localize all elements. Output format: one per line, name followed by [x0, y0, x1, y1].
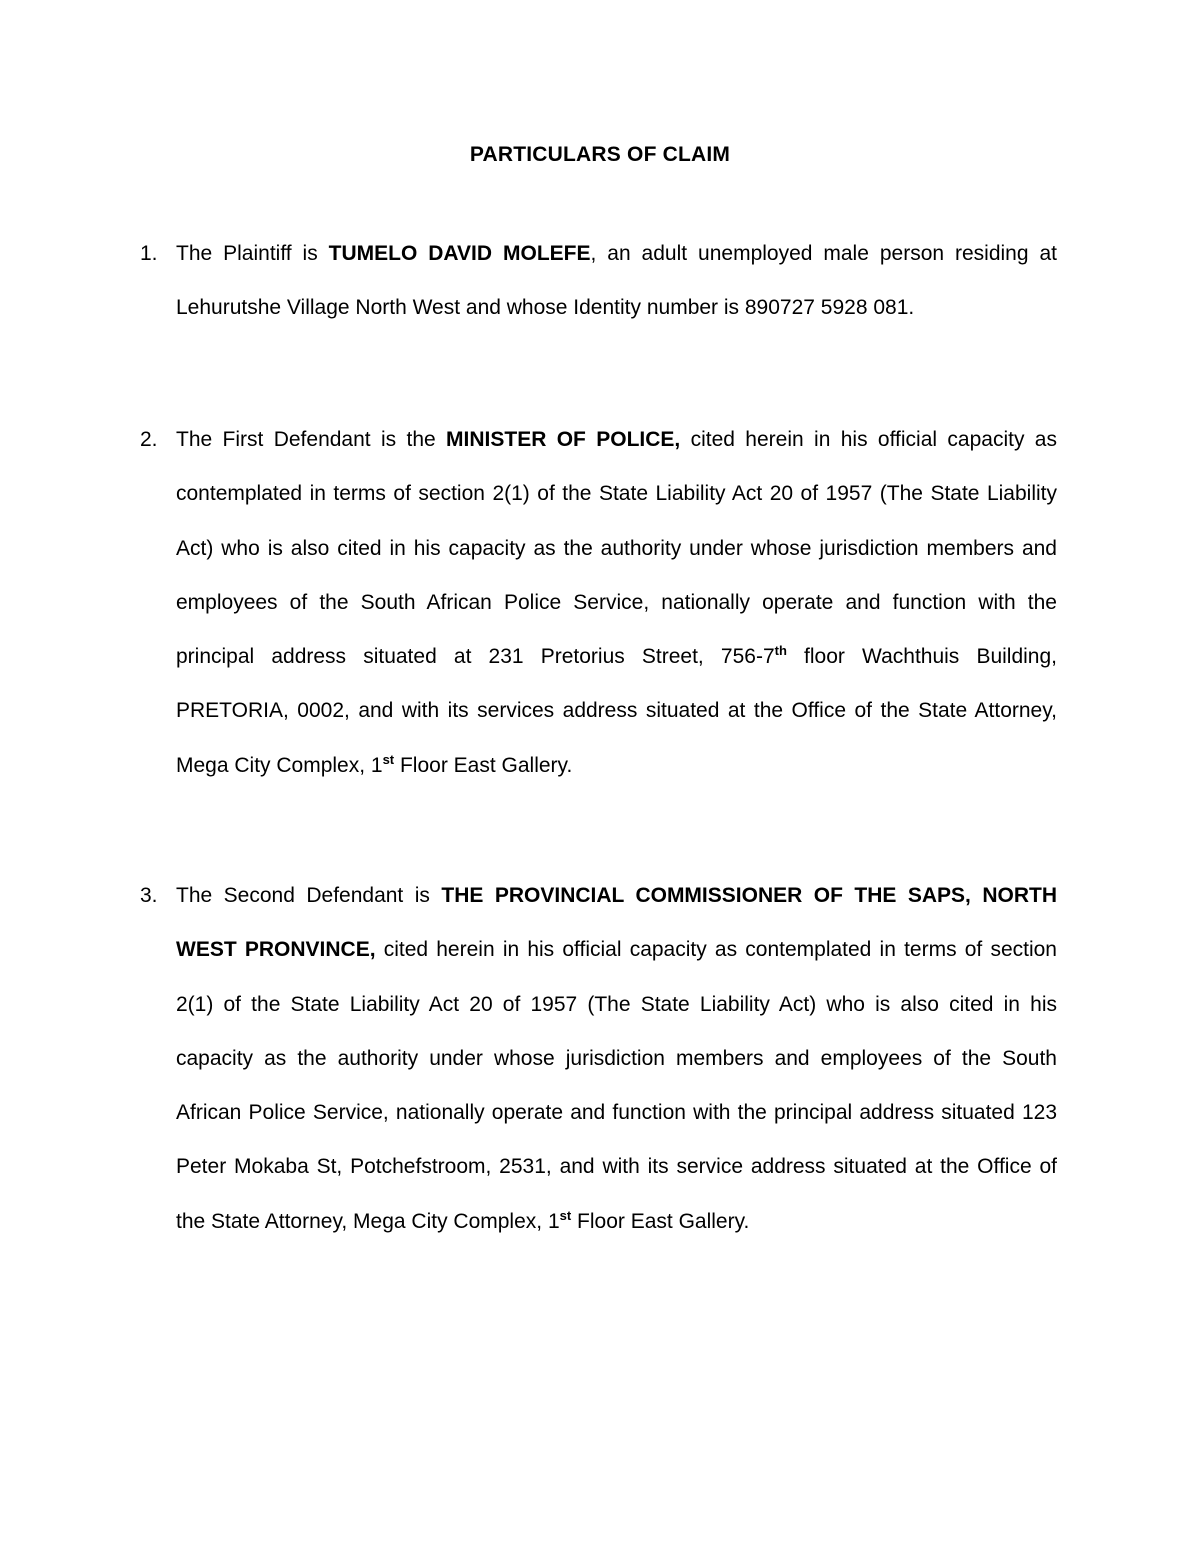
text-run: The First Defendant is the [176, 428, 447, 451]
ordinal-suffix: st [559, 1207, 572, 1223]
text-run: The Second Defendant is [176, 884, 442, 907]
paragraph-3 [140, 869, 1057, 1249]
paragraph-number: 2. [140, 428, 158, 451]
ordinal-suffix: st [382, 751, 395, 767]
document-title: PARTICULARS OF CLAIM [469, 143, 731, 166]
ordinal-suffix: th [774, 643, 787, 659]
paragraph-2 [140, 413, 1057, 793]
paragraph-text [176, 413, 1057, 793]
text-run: , an adult unemployed male person residing at Lehurutshe Village North West and whose Identity number is 890727 5928 081. [176, 242, 1057, 320]
text-run: Floor East Gallery. [571, 1209, 750, 1233]
paragraph-number: 3. [140, 884, 158, 907]
text-run: cited herein in his official capacity as contemplated in terms of section 2(1) of the State Liability Act 20 of 1957 (The State Liability Act) who is also cited in his capacity as the authority under whose jurisdiction members and employees of the South African Police Service, nationally operate and function with the principal address situated at 231 Pretorius Street, 756-7 [176, 428, 1057, 669]
plaintiff-name: TUMELO DAVID MOLEFE [328, 242, 591, 265]
text-run: The Plaintiff is [176, 242, 329, 265]
paragraph-text [176, 869, 1057, 1249]
text-run: cited herein in his official capacity as contemplated in terms of section 2(1) of the State Liability Act 20 of 1957 (The State Liability Act) who is also cited in his capacity as the authority under whose jurisdiction members and employees of the South African Police Service, nationally operate and function with the principal address situated 123 Peter Mokaba St, Potchefstroom, 2531, and with its service address situated at the Office of the State Attorney, Mega City Complex, 1 [176, 938, 1057, 1233]
first-defendant-name: MINISTER OF POLICE, [446, 428, 681, 451]
paragraph-number: 1. [140, 242, 158, 265]
paragraph-text [176, 227, 1057, 336]
text-run: Floor East Gallery. [394, 753, 573, 777]
paragraph-1 [140, 227, 1057, 336]
text-run: floor Wachthuis Building, PRETORIA, 0002, and with its services address situated at the Office of the State Attorney, Mega City Complex, 1 [176, 645, 1057, 777]
second-defendant-name: THE PROVINCIAL COMMISSIONER OF THE SAPS, NORTH WEST PRONVINCE, [176, 884, 1057, 962]
